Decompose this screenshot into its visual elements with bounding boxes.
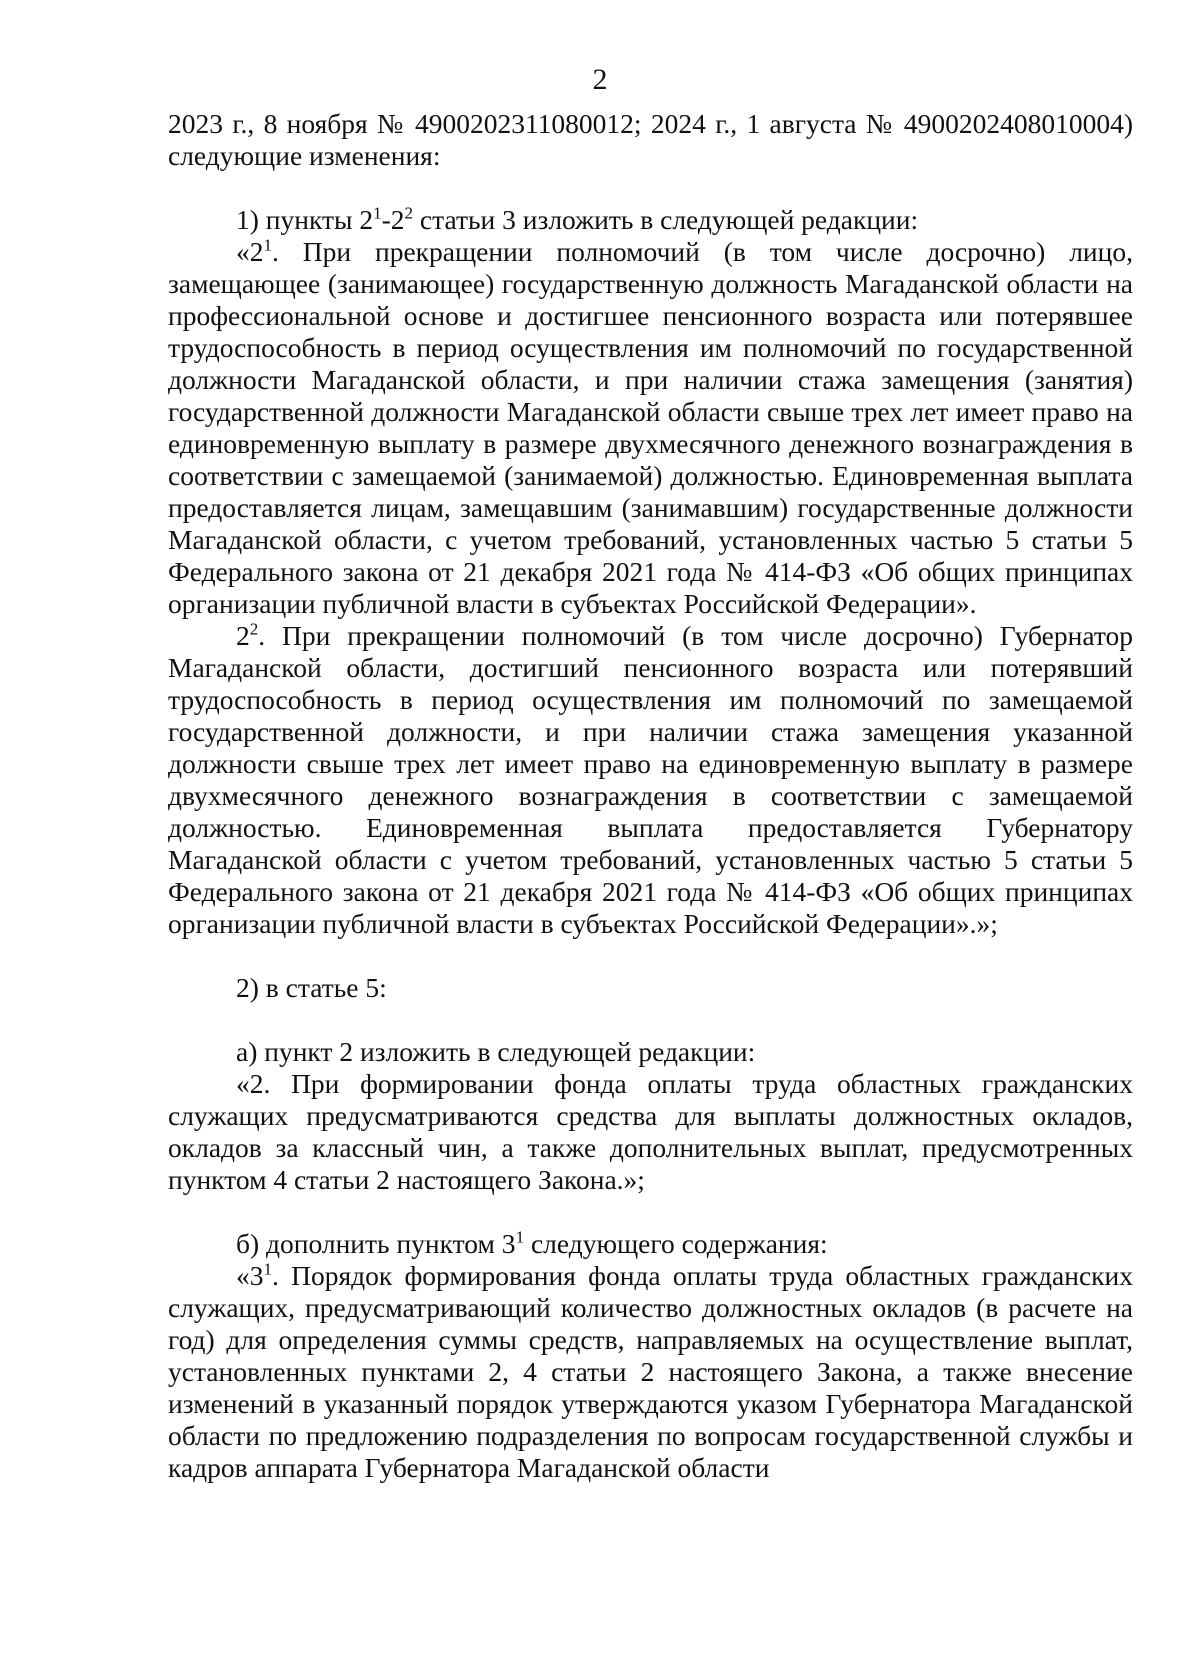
- superscript: 1: [515, 1227, 525, 1247]
- paragraph-text: следующего содержания:: [524, 1228, 828, 1259]
- paragraph-point-3-1: [168, 1260, 1133, 1484]
- paragraph-text: 2: [236, 620, 250, 651]
- paragraph-point-2: «2. При формировании фонда оплаты труда областных гражданских служащих предусматриваются средства для выплаты должностных окладов, окладов за классный чин, а также дополнительных выплат, предусмотренных пунктом 4 статьи 2 настоящего Закона.»;: [168, 1068, 1133, 1195]
- superscript: 1: [263, 235, 273, 255]
- paragraph-subitem-b: [168, 1228, 1133, 1260]
- paragraph-text: . При прекращении полномочий (в том числе досрочно) лицо, замещающее (занимающее) государственную должность Магаданской области на профессиональной основе и достигшее пенсионного возраста или потерявшее трудоспособность в период осуществления им полномочий по государственной должности Магаданской области, и при наличии стажа замещения (занятия) государственной должности Магаданской области свыше трех лет имеет право на единовременную выплату в размере двухмесячного денежного вознаграждения в соответствии с замещаемой (занимаемой) должностью. Единовременная выплата предоставляется лицам, замещавшим (занимавшим) государственные должности Магаданской области, с учетом требований, установленных частью 5 статьи 5 Федерального закона от 21 декабря 2021 года № 414-ФЗ «Об общих принципах организации публичной власти в субъектах Российской Федерации».: [168, 236, 1133, 619]
- paragraph-text: «3: [236, 1260, 264, 1291]
- paragraph-subitem-a: а) пункт 2 изложить в следующей редакции:: [236, 1036, 756, 1067]
- superscript: 1: [263, 1259, 273, 1279]
- document-body: [168, 108, 1133, 1484]
- superscript: 2: [404, 203, 414, 223]
- paragraph-continuation: 2023 г., 8 ноября № 4900202311080012; 2024 г., 1 августа № 4900202408010004) следующие изменения:: [168, 108, 1133, 171]
- page-number: 2: [592, 63, 608, 96]
- paragraph-point-2-2: [168, 620, 1133, 940]
- paragraph-text: . При прекращении полномочий (в том числе досрочно) Губернатор Магаданской области, достигший пенсионного возраста или потерявший трудоспособность в период осуществления им полномочий по замещаемой государственной должности, и при наличии стажа замещения указанной должности свыше трех лет имеет право на единовременную выплату в размере двухмесячного денежного вознаграждения в соответствии с замещаемой должностью. Единовременная выплата предоставляется Губернатору Магаданской области с учетом требований, установленных частью 5 статьи 5 Федерального закона от 21 декабря 2021 года № 414-ФЗ «Об общих принципах организации публичной власти в субъектах Российской Федерации».»;: [168, 620, 1133, 939]
- paragraph-text: 1) пункты 2: [236, 204, 374, 235]
- superscript: 2: [249, 619, 259, 639]
- paragraph-text: б) дополнить пунктом 3: [236, 1228, 516, 1259]
- paragraph-text: -2: [381, 204, 405, 235]
- paragraph-item-2: 2) в статье 5:: [236, 972, 387, 1003]
- superscript: 1: [373, 203, 382, 223]
- paragraph-text: «2: [236, 236, 264, 267]
- paragraph-text: . Порядок формирования фонда оплаты труда областных гражданских служащих, предусматривающий количество должностных окладов (в расчете на год) для определения суммы средств, направляемых на осуществление выплат, установленных пунктами 2, 4 статьи 2 настоящего Закона, а также внесение изменений в указанный порядок утверждаются указом Губернатора Магаданской области по предложению подразделения по вопросам государственной службы и кадров аппарата Губернатора Магаданской области: [168, 1260, 1133, 1483]
- paragraph-item-1: [168, 204, 1133, 236]
- paragraph-text: статьи 3 изложить в следующей редакции:: [413, 204, 919, 235]
- paragraph-point-2-1: [168, 236, 1133, 620]
